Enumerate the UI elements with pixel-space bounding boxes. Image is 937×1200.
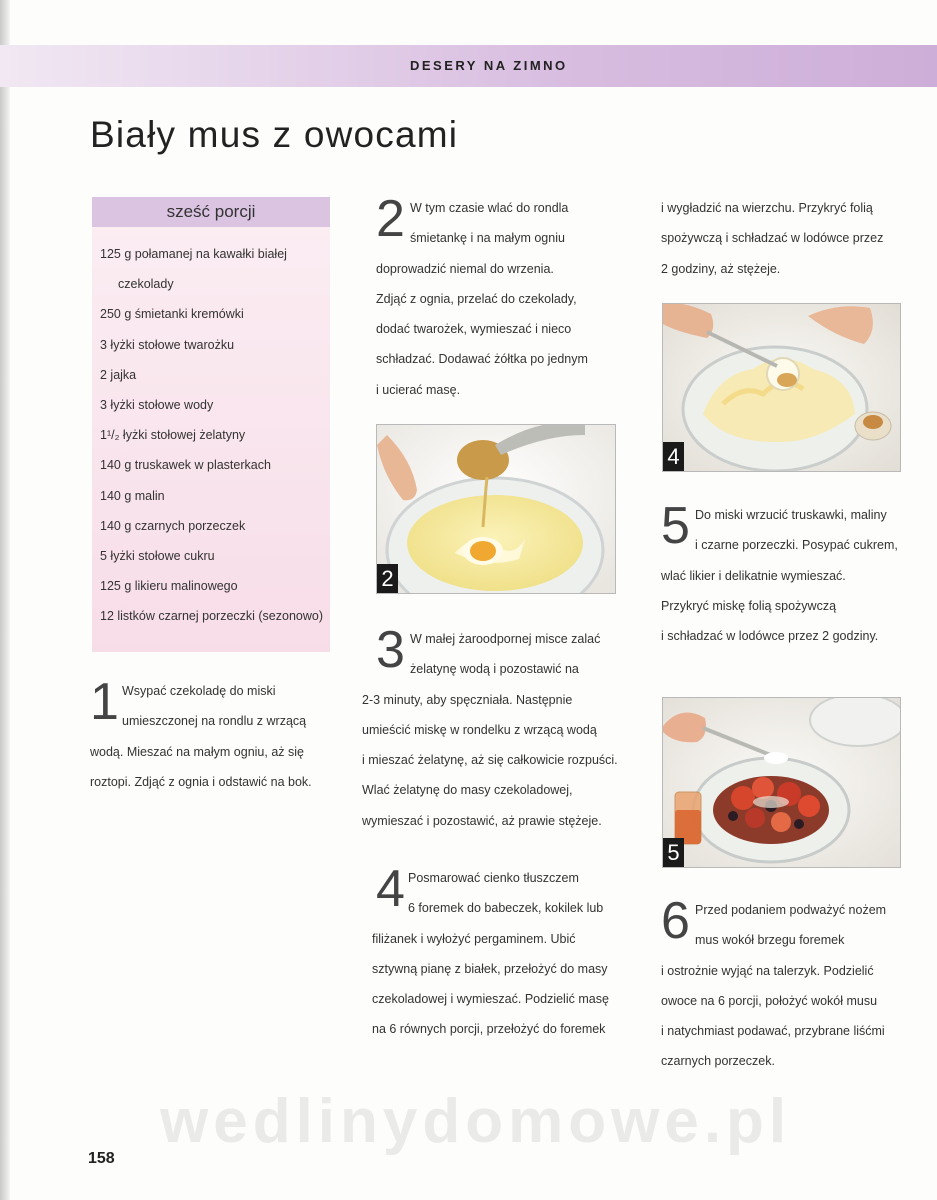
step-line: i ostrożnie wyjąć na talerzyk. Podzielić <box>661 963 874 978</box>
ingredient-item: 3 łyżki stołowe twarożku <box>100 337 235 352</box>
step-line: 6 foremek do babeczek, kokilek lub <box>408 901 604 916</box>
step-line: wymieszać i pozostawić, aż prawie stężeje. <box>362 813 602 828</box>
ingredient-item: 125 g likieru malinowego <box>100 579 238 594</box>
step-line: Przed podaniem podważyć nożem <box>695 903 887 917</box>
step-line: Do miski wrzucić truskawki, maliny <box>695 508 887 522</box>
step-line: sztywną pianę z białek, przełożyć do masy <box>372 961 608 976</box>
step-line: wlać likier i delikatnie wymieszać. <box>661 568 846 583</box>
step-line: czekoladowej i wymieszać. Podzielić masę <box>372 992 609 1007</box>
section-title: DESERY NA ZIMNO <box>410 58 568 73</box>
ingredient-item: 140 g truskawek w plasterkach <box>100 458 271 473</box>
step-6 <box>661 892 911 1077</box>
photo-step-5 <box>662 697 901 868</box>
photo-mixing-cream-icon <box>663 304 900 471</box>
step-1 <box>90 673 340 797</box>
step-text <box>372 860 638 1045</box>
page-title: Biały mus z owocami <box>90 114 459 155</box>
step-text <box>661 497 911 651</box>
photo-step-2 <box>376 424 616 594</box>
page-number: 158 <box>88 1150 115 1167</box>
step-line: filiżanek i wyłożyć pergaminem. Ubić <box>372 931 576 946</box>
step-line: śmietankę i na małym ogniu <box>410 231 565 246</box>
step-line: Przykryć miskę folią spożywczą <box>661 598 837 613</box>
ingredient-item: 12 listków czarnej porzeczki (sezonowo) <box>100 609 324 624</box>
step-line: Posmarować cienko tłuszczem <box>408 871 579 885</box>
step-line: mus wokół brzegu foremek <box>695 933 845 948</box>
step-line: doprowadzić niemal do wrzenia. <box>376 261 554 276</box>
watermark: wedlinydomowe.pl <box>160 1087 792 1156</box>
ingredient-item: 125 g połamanej na kawałki białej <box>100 247 287 261</box>
step-number: 6 <box>661 892 690 950</box>
step-2 <box>376 190 636 405</box>
ingredient-item: 140 g czarnych porzeczek <box>100 518 246 533</box>
photo-pouring-egg-icon <box>377 425 615 593</box>
ingredient-item: 1¹/₂ łyżki stołowej żelatyny <box>100 428 246 443</box>
step-text <box>90 673 340 797</box>
step-line: W małej żaroodpornej misce zalać <box>410 632 601 646</box>
photo-badge: 2 <box>377 564 398 593</box>
ingredient-item: 3 łyżki stołowe wody <box>100 398 214 413</box>
ingredients-list <box>100 239 323 632</box>
step-line: na 6 równych porcji, przełożyć do foremek <box>372 1022 606 1037</box>
step-line: 2-3 minuty, aby spęczniała. Następnie <box>362 692 573 707</box>
step-number: 1 <box>90 673 119 731</box>
step-number: 4 <box>376 860 405 918</box>
step-line: wodą. Mieszać na małym ogniu, aż się <box>90 744 304 759</box>
step-5 <box>661 497 911 651</box>
step-3 <box>362 621 638 836</box>
step-number: 3 <box>376 621 405 679</box>
step-line: i schładzać w lodówce przez 2 godziny. <box>661 629 879 644</box>
step-4-continued <box>661 193 901 284</box>
photo-step-4 <box>662 303 901 472</box>
step-line: spożywczą i schładzać w lodówce przez <box>661 231 884 246</box>
step-line: roztopi. Zdjąć z ognia i odstawić na bok. <box>90 774 312 789</box>
step-line: Wlać żelatynę do masy czekoladowej, <box>362 783 573 798</box>
step-number: 5 <box>661 497 690 555</box>
step-line: umieszczonej na rondlu z wrzącą <box>122 714 307 729</box>
photo-fruit-bowl-icon <box>663 698 900 867</box>
step-line: i wygładzić na wierzchu. Przykryć folią <box>661 201 873 215</box>
photo-badge: 5 <box>663 838 684 867</box>
step-text <box>661 193 901 284</box>
step-line: żelatynę wodą i pozostawić na <box>410 662 579 677</box>
step-line: 2 godziny, aż stężeje. <box>661 261 781 276</box>
step-number: 2 <box>376 190 405 248</box>
step-line: i ucierać masę. <box>376 382 461 397</box>
step-4 <box>372 860 638 1045</box>
ingredient-item: 250 g śmietanki kremówki <box>100 307 244 322</box>
page-edge <box>0 0 10 1200</box>
ingredient-item: 2 jajka <box>100 367 137 382</box>
step-line: owoce na 6 porcji, położyć wokół musu <box>661 993 878 1008</box>
step-line: Wsypać czekoladę do miski <box>122 684 276 698</box>
ingredient-item: 5 łyżki stołowe cukru <box>100 549 215 564</box>
step-text <box>362 621 638 836</box>
step-line: czarnych porzeczek. <box>661 1054 775 1069</box>
step-line: W tym czasie wlać do rondla <box>410 201 569 215</box>
step-text <box>376 190 636 405</box>
ingredients-box <box>92 197 330 652</box>
step-line: dodać twarożek, wymieszać i nieco <box>376 322 572 337</box>
ingredients-heading: sześć porcji <box>92 197 330 227</box>
photo-badge: 4 <box>663 442 684 471</box>
step-line: i mieszać żelatynę, aż się całkowicie rozpuści. <box>362 753 618 768</box>
step-line: i natychmiast podawać, przybrane liśćmi <box>661 1024 885 1039</box>
step-line: Zdjąć z ognia, przelać do czekolady, <box>376 291 577 306</box>
step-line: schładzać. Dodawać żółtka po jednym <box>376 352 588 367</box>
ingredient-item: czekolady <box>118 277 174 292</box>
ingredient-item: 140 g malin <box>100 488 165 503</box>
step-line: umieścić miskę w rondelku z wrzącą wodą <box>362 722 597 737</box>
step-text <box>661 892 911 1077</box>
step-line: i czarne porzeczki. Posypać cukrem, <box>695 538 898 553</box>
